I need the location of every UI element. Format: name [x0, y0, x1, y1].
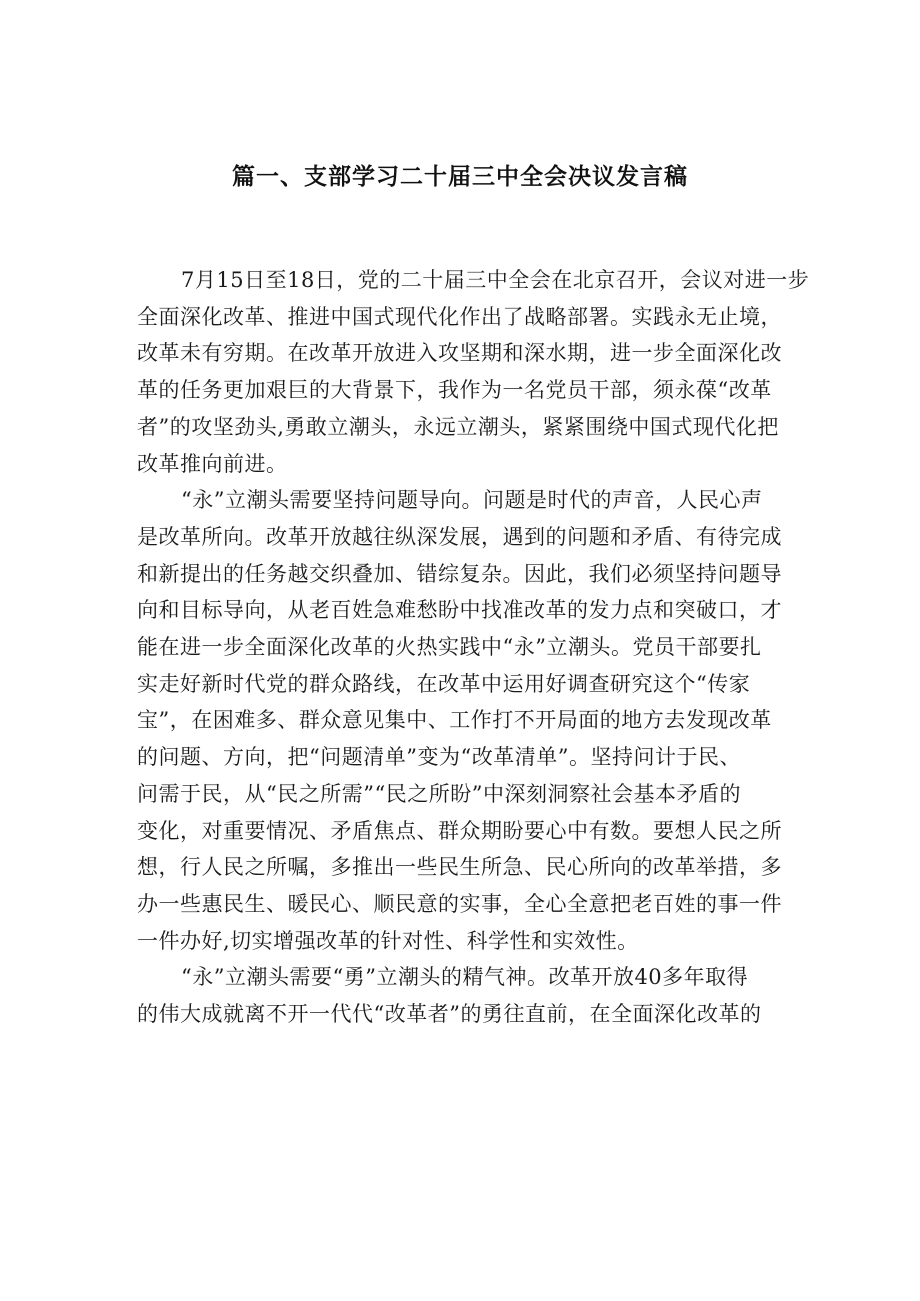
text-line: 问需于民，从“民之所需”“民之所盼”中深刻洞察社会基本矛盾的: [137, 781, 741, 806]
text-line: 向和目标导向，从老百姓急难愁盼中找准改革的发力点和突破口，才: [137, 598, 782, 623]
text-line: 一件办好,切实增强改革的针对性、科学性和实效性。: [137, 928, 639, 953]
text-line: 者”的攻坚劲头,勇敢立潮头，永远立潮头，紧紧围绕中国式现代化把: [137, 414, 779, 439]
text-line: 宝”，在困难多、群众意见集中、工作打不开局面的地方去发现改革: [137, 708, 772, 733]
text-line: 全面深化改革、推进中国式现代化作出了战略部署。实践永无止境，: [137, 304, 782, 329]
paragraph-2: [137, 482, 787, 959]
text-line: 变化，对重要情况、矛盾焦点、群众期盼要心中有数。要想人民之所: [137, 818, 782, 843]
text-line: 的问题、方向，把“问题清单”变为“改革清单”。坚持问计于民、: [137, 745, 741, 770]
text-line: 7月15日至18日，党的二十届三中全会在北京召开，会议对进一步: [181, 268, 810, 292]
text-line: 能在进一步全面深化改革的火热实践中“永”立潮头。党员干部要扎: [137, 635, 762, 660]
text-line: 的伟大成就离不开一代代“改革者”的勇往直前，在全面深化改革的: [137, 1002, 762, 1027]
text-line: 实走好新时代党的群众路线，在改革中运用好调查研究这个“传家: [137, 671, 751, 696]
text-line: 是改革所向。改革开放越往纵深发展，遇到的问题和矛盾、有待完成: [137, 524, 782, 549]
text-line: 革的任务更加艰巨的大背景下，我作为一名党员干部，须永葆“改革: [137, 378, 772, 403]
document-title: 篇一、支部学习二十届三中全会决议发言稿: [232, 164, 688, 190]
text-line: 改革未有穷期。在改革开放进入攻坚期和深水期，进一步全面深化改: [137, 341, 782, 366]
text-line: “永”立潮头需要“勇”立潮头的精气神。改革开放40多年取得: [181, 965, 749, 990]
text-line: 想，行人民之所嘱，多推出一些民生所急、民心所向的改革举措，多: [137, 855, 782, 880]
document-body: [137, 262, 810, 1033]
paragraph-1: [137, 262, 810, 482]
paragraph-3: [137, 959, 787, 1032]
text-line: 改革推向前进。: [137, 451, 288, 476]
text-line: 办一些惠民生、暖民心、顺民意的实事，全心全意把老百姓的事一件: [137, 891, 782, 916]
text-line: 和新提出的任务越交织叠加、错综复杂。因此，我们必须坚持问题导: [137, 561, 782, 586]
text-line: “永”立潮头需要坚持问题导向。问题是时代的声音，人民心声: [181, 488, 763, 513]
